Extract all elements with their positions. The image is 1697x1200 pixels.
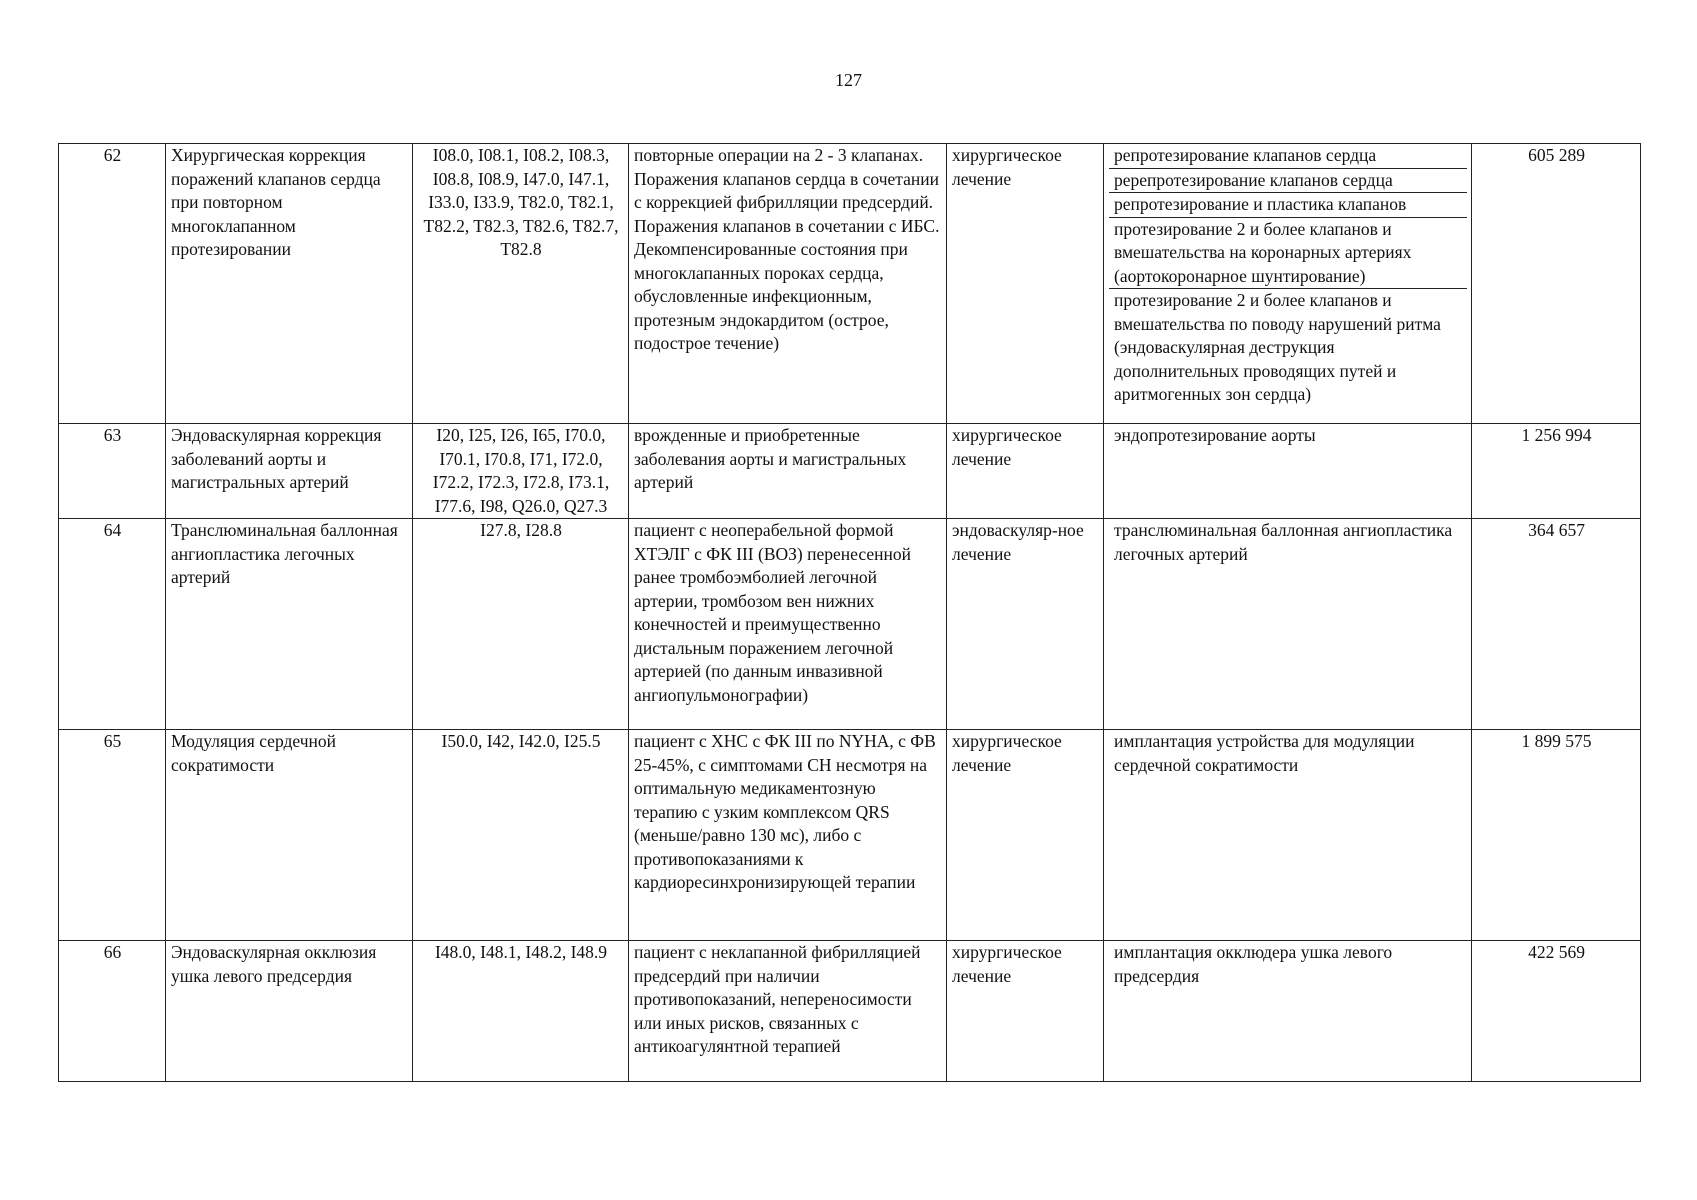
row-number: 64	[59, 519, 166, 730]
treatment-method: имплантация окклюдера ушка левого предсердия	[1114, 942, 1393, 986]
icd-codes: I20, I25, I26, I65, I70.0, I70.1, I70.8, I71, I72.0, I72.2, I72.3, I72.8, I73.1, I77.6, I98, Q26.0, Q27.3	[413, 424, 629, 519]
treatment-method: протезирование 2 и более клапанов и вмешательства по поводу нарушений ритма (эндоваскулярная деструкция дополнительных проводящих путей и аритмогенных зон сердца)	[1114, 290, 1441, 404]
row-number: 62	[59, 144, 166, 424]
row-number: 66	[59, 941, 166, 1082]
price: 605 289	[1472, 144, 1641, 424]
table-row	[59, 144, 1641, 424]
patient-model: врожденные и приобретенные заболевания аорты и магистральных артерий	[629, 424, 947, 519]
patient-model: повторные операции на 2 - 3 клапанах. Поражения клапанов сердца в сочетании с коррекцией фибрилляции предсердий. Поражения клапанов в сочетании с ИБС. Декомпенсированные состояния при многоклапанных пороках сердца, обусловленные инфекционным, протезным эндокардитом (острое, подострое течение)	[629, 144, 947, 424]
treatment-method: репротезирование клапанов сердца	[1109, 144, 1467, 169]
table-row	[59, 424, 1641, 519]
icd-codes: I08.0, I08.1, I08.2, I08.3, I08.8, I08.9, I47.0, I47.1, I33.0, I33.9, T82.0, T82.1, T82.2, T82.3, T82.6, T82.7, T82.8	[413, 144, 629, 424]
table-row	[59, 941, 1641, 1082]
intervention-name: Хирургическая коррекция поражений клапанов сердца при повторном многоклапанном протезировании	[166, 144, 413, 424]
price: 1 899 575	[1472, 730, 1641, 941]
icd-codes: I48.0, I48.1, I48.2, I48.9	[413, 941, 629, 1082]
treatment-methods	[1104, 144, 1472, 424]
icd-codes: I50.0, I42, I42.0, I25.5	[413, 730, 629, 941]
treatment-method: имплантация устройства для модуляции сердечной сократимости	[1114, 731, 1415, 775]
page-number: 127	[835, 70, 862, 90]
treatment-type: эндоваскуляр-ное лечение	[947, 519, 1104, 730]
intervention-name: Эндоваскулярная коррекция заболеваний аорты и магистральных артерий	[166, 424, 413, 519]
treatment-type: хирургическое лечение	[947, 941, 1104, 1082]
intervention-name: Транслюминальная баллонная ангиопластика легочных артерий	[166, 519, 413, 730]
row-number: 65	[59, 730, 166, 941]
price: 422 569	[1472, 941, 1641, 1082]
treatment-method: транслюминальная баллонная ангиопластика легочных артерий	[1114, 520, 1453, 564]
treatment-methods	[1104, 730, 1472, 941]
intervention-name: Модуляция сердечной сократимости	[166, 730, 413, 941]
treatment-method: протезирование 2 и более клапанов и вмешательства на коронарных артериях (аортокоронарное шунтирование)	[1109, 218, 1467, 290]
patient-model: пациент с ХНС с ФК III по NYHA, с ФВ 25-45%, с симптомами СН несмотря на оптимальную медикаментозную терапию с узким комплексом QRS (меньше/равно 130 мс), либо с противопоказаниями к кардиоресинхронизирующей терапии	[629, 730, 947, 941]
table-row	[59, 519, 1641, 730]
treatment-methods	[1104, 941, 1472, 1082]
treatment-methods	[1104, 519, 1472, 730]
treatment-method: репротезирование и пластика клапанов	[1109, 193, 1467, 218]
row-number: 63	[59, 424, 166, 519]
table-row	[59, 730, 1641, 941]
patient-model: пациент с неклапанной фибрилляцией предсердий при наличии противопоказаний, непереносимости или иных рисков, связанных с антикоагулянтной терапией	[629, 941, 947, 1082]
treatment-type: хирургическое лечение	[947, 424, 1104, 519]
patient-model: пациент с неоперабельной формой ХТЭЛГ с ФК III (ВОЗ) перенесенной ранее тромбоэмболией легочной артерии, тромбозом вен нижних конечностей и преимущественно дистальным поражением легочной артерией (по данным инвазивной ангиопульмонографии)	[629, 519, 947, 730]
treatment-method: ререпротезирование клапанов сердца	[1109, 169, 1467, 194]
treatment-type: хирургическое лечение	[947, 730, 1104, 941]
treatment-method: эндопротезирование аорты	[1114, 425, 1316, 445]
price: 364 657	[1472, 519, 1641, 730]
intervention-name: Эндоваскулярная окклюзия ушка левого предсердия	[166, 941, 413, 1082]
treatment-type: хирургическое лечение	[947, 144, 1104, 424]
treatment-table	[58, 143, 1641, 1082]
price: 1 256 994	[1472, 424, 1641, 519]
treatment-methods	[1104, 424, 1472, 519]
icd-codes: I27.8, I28.8	[413, 519, 629, 730]
